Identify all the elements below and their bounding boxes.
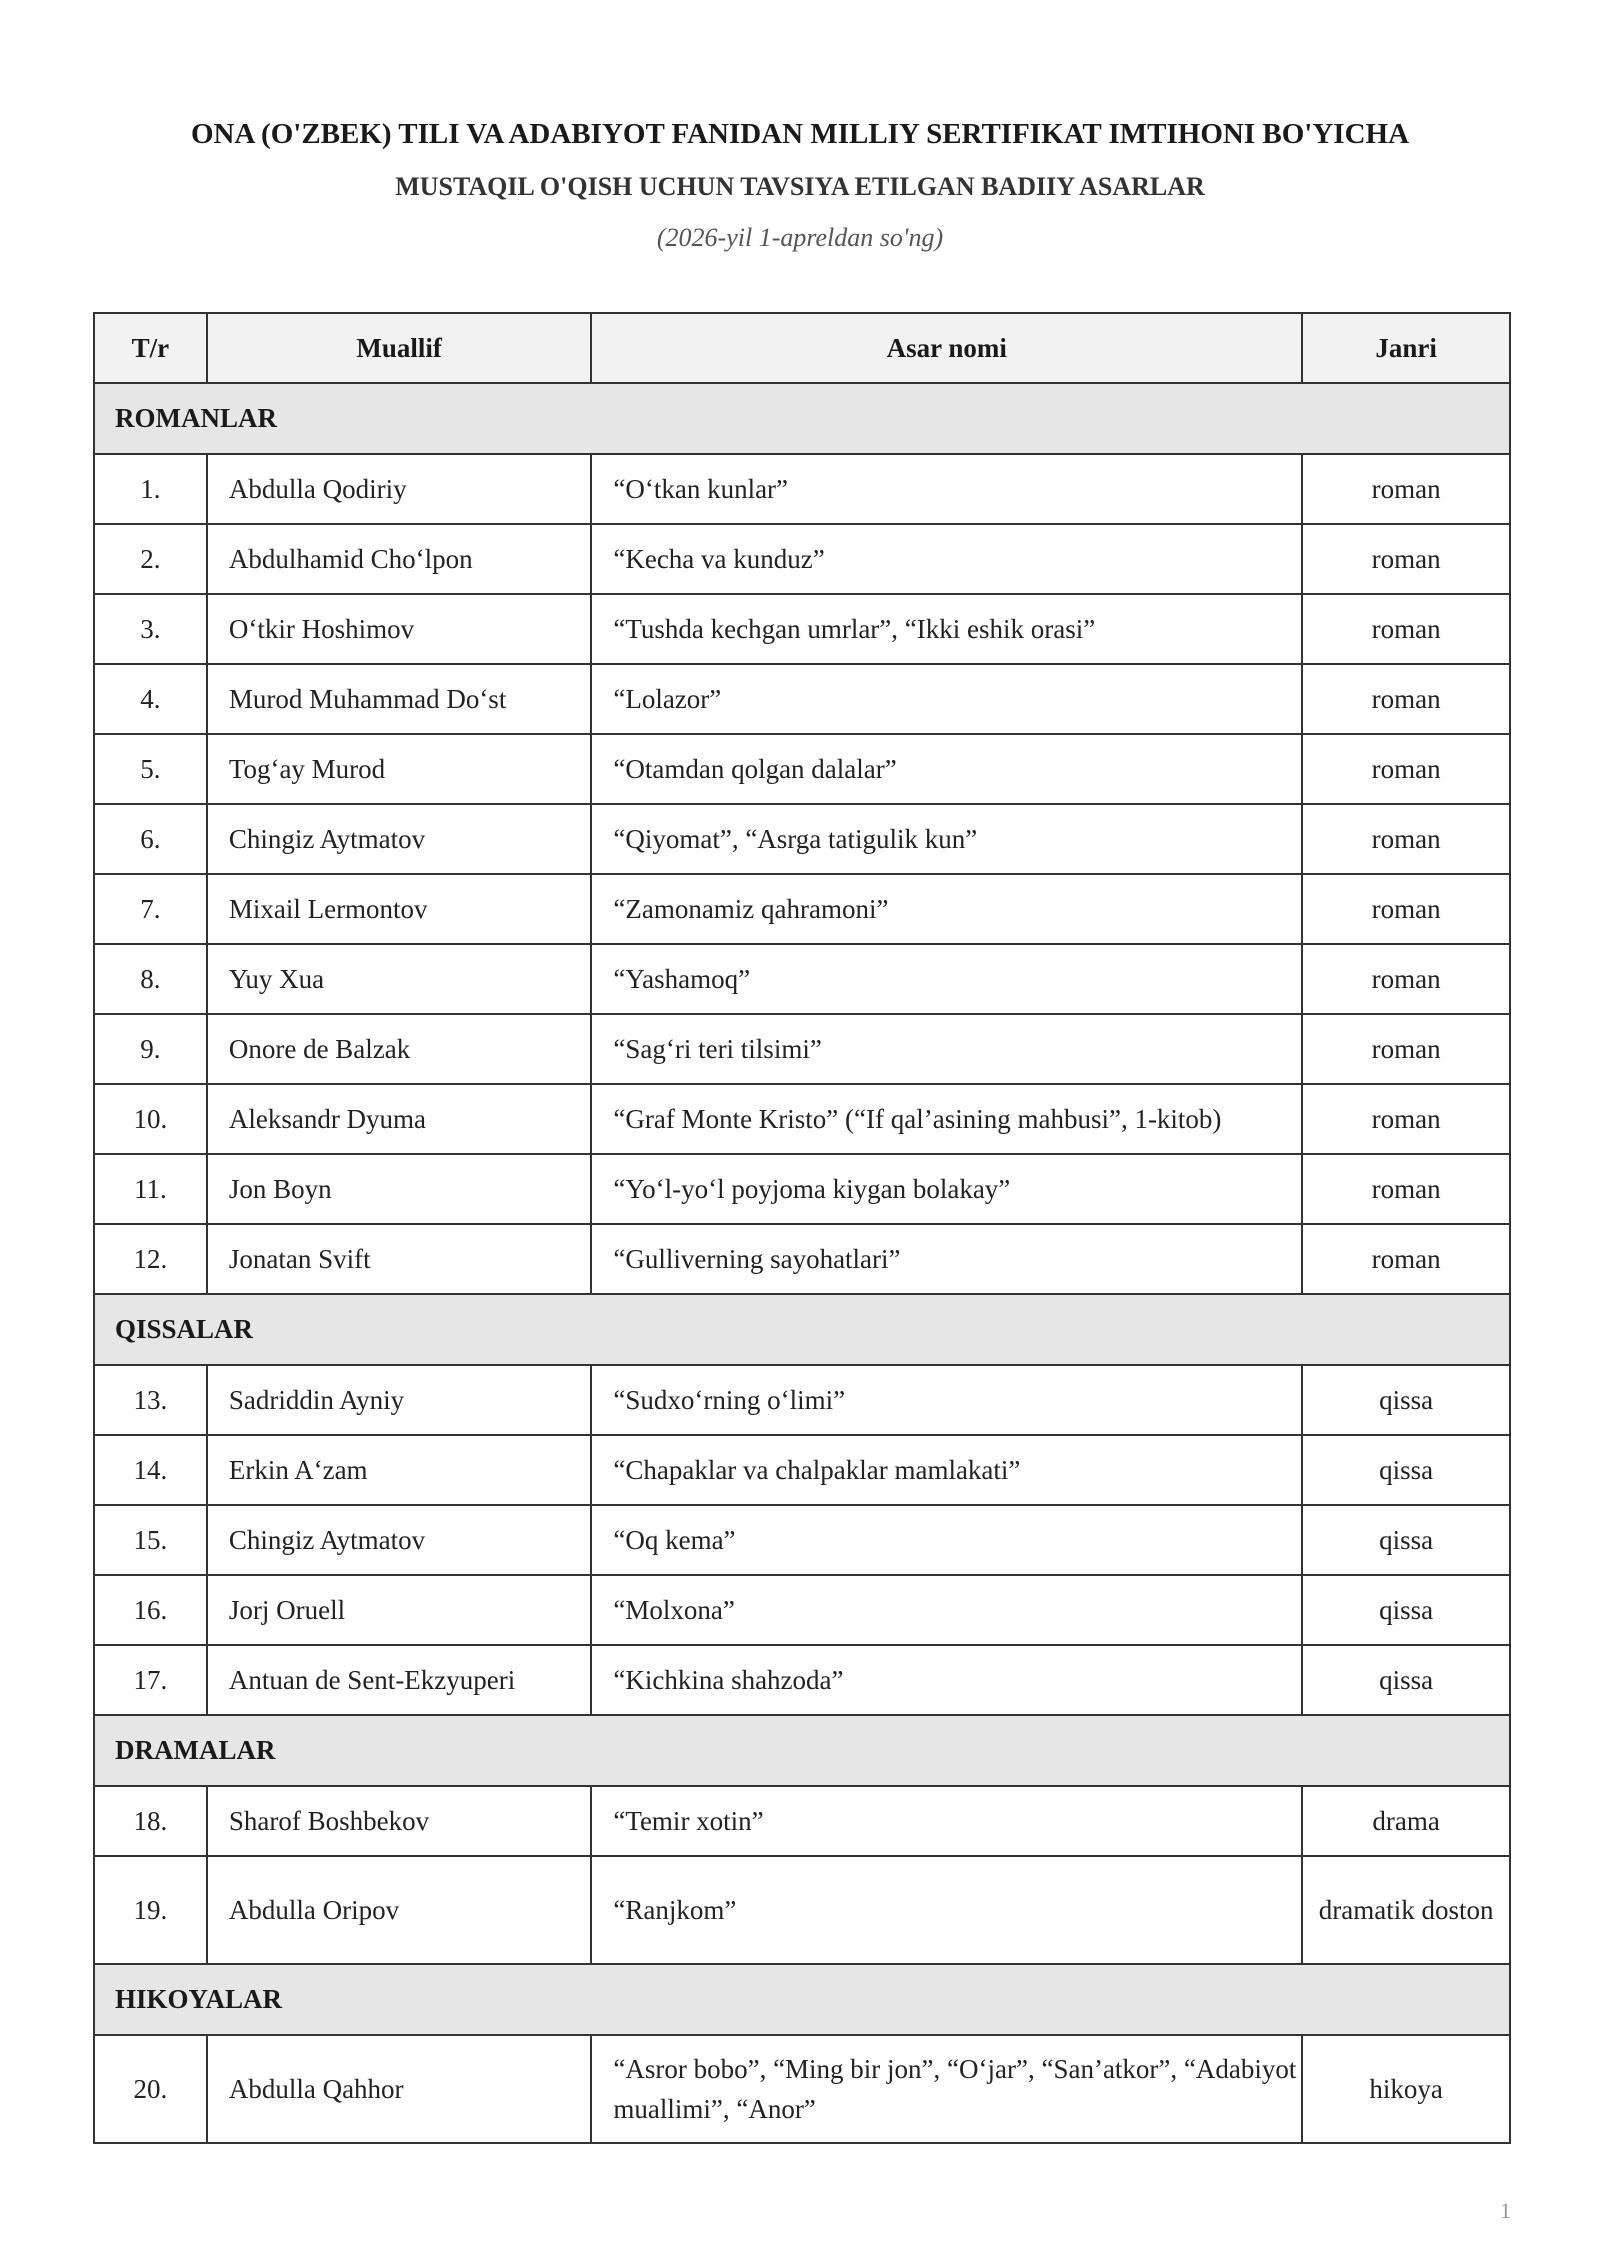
- genre-cell: roman: [1302, 734, 1510, 804]
- table-row: [94, 1365, 1510, 1435]
- table-row: [94, 594, 1510, 664]
- row-number: 6.: [94, 804, 207, 874]
- row-number: 14.: [94, 1435, 207, 1505]
- row-number: 18.: [94, 1786, 207, 1856]
- genre-cell: roman: [1302, 664, 1510, 734]
- author-cell: Abdulhamid Cho‘lpon: [207, 524, 592, 594]
- table-row: [94, 664, 1510, 734]
- work-title-cell: “Yashamoq”: [591, 944, 1302, 1014]
- table-row: [94, 454, 1510, 524]
- genre-cell: roman: [1302, 1154, 1510, 1224]
- column-header-number: T/r: [94, 313, 207, 383]
- document-date-note: (2026-yil 1-apreldan so'ng): [656, 223, 944, 252]
- table-header-row: [94, 313, 1510, 383]
- genre-cell: qissa: [1302, 1505, 1510, 1575]
- author-cell: Abdulla Qahhor: [207, 2035, 592, 2143]
- work-title-cell: “Molxona”: [591, 1575, 1302, 1645]
- author-cell: Yuy Xua: [207, 944, 592, 1014]
- row-number: 16.: [94, 1575, 207, 1645]
- author-cell: Chingiz Aytmatov: [207, 1505, 592, 1575]
- document-title: ONA (O'ZBEK) TILI VA ADABIYOT FANIDAN MILLIY SERTIFIKAT IMTIHONI BO'YICHA: [190, 118, 1410, 150]
- row-number: 2.: [94, 524, 207, 594]
- table-row: [94, 1645, 1510, 1715]
- row-number: 17.: [94, 1645, 207, 1715]
- work-title-cell: “Oq kema”: [591, 1505, 1302, 1575]
- table-row: [94, 1435, 1510, 1505]
- genre-cell: roman: [1302, 804, 1510, 874]
- author-cell: Sharof Boshbekov: [207, 1786, 592, 1856]
- work-title-cell: “Sag‘ri teri tilsimi”: [591, 1014, 1302, 1084]
- section-row: [94, 383, 1510, 454]
- section-row: [94, 1964, 1510, 2035]
- work-title-cell: “Ranjkom”: [591, 1856, 1302, 1964]
- genre-cell: qissa: [1302, 1575, 1510, 1645]
- work-title-cell: “Asror bobo”, “Ming bir jon”, “O‘jar”, “San’atkor”, “Adabiyot muallimi”, “Anor”: [591, 2035, 1302, 2143]
- reading-list-table: [93, 312, 1511, 2144]
- genre-cell: roman: [1302, 944, 1510, 1014]
- section-row: [94, 1294, 1510, 1365]
- column-header-genre: Janri: [1302, 313, 1510, 383]
- row-number: 7.: [94, 874, 207, 944]
- work-title-cell: “Sudxo‘rning o‘limi”: [591, 1365, 1302, 1435]
- work-title-cell: “Kecha va kunduz”: [591, 524, 1302, 594]
- table-row: [94, 1224, 1510, 1294]
- work-title-cell: “Graf Monte Kristo” (“If qal’asining mahbusi”, 1-kitob): [591, 1084, 1302, 1154]
- row-number: 4.: [94, 664, 207, 734]
- author-cell: Erkin A‘zam: [207, 1435, 592, 1505]
- work-title-cell: “Chapaklar va chalpaklar mamlakati”: [591, 1435, 1302, 1505]
- row-number: 9.: [94, 1014, 207, 1084]
- genre-cell: qissa: [1302, 1435, 1510, 1505]
- row-number: 1.: [94, 454, 207, 524]
- author-cell: Jon Boyn: [207, 1154, 592, 1224]
- table-row: [94, 1786, 1510, 1856]
- genre-cell: drama: [1302, 1786, 1510, 1856]
- section-title: ROMANLAR: [94, 383, 1510, 454]
- row-number: 20.: [94, 2035, 207, 2143]
- author-cell: Murod Muhammad Do‘st: [207, 664, 592, 734]
- genre-cell: roman: [1302, 1084, 1510, 1154]
- author-cell: Aleksandr Dyuma: [207, 1084, 592, 1154]
- document-subtitle: MUSTAQIL O'QISH UCHUN TAVSIYA ETILGAN BADIIY ASARLAR: [395, 172, 1205, 201]
- section-title: HIKOYALAR: [94, 1964, 1510, 2035]
- author-cell: Jonatan Svift: [207, 1224, 592, 1294]
- genre-cell: qissa: [1302, 1365, 1510, 1435]
- row-number: 3.: [94, 594, 207, 664]
- row-number: 15.: [94, 1505, 207, 1575]
- genre-cell: hikoya: [1302, 2035, 1510, 2143]
- row-number: 5.: [94, 734, 207, 804]
- work-title-cell: “Gulliverning sayohatlari”: [591, 1224, 1302, 1294]
- table-row: [94, 1856, 1510, 1964]
- author-cell: Antuan de Sent-Ekzyuperi: [207, 1645, 592, 1715]
- table-row: [94, 1084, 1510, 1154]
- author-cell: Jorj Oruell: [207, 1575, 592, 1645]
- genre-cell: dramatik doston: [1302, 1856, 1510, 1964]
- author-cell: Onore de Balzak: [207, 1014, 592, 1084]
- table-row: [94, 1014, 1510, 1084]
- author-cell: Chingiz Aytmatov: [207, 804, 592, 874]
- row-number: 11.: [94, 1154, 207, 1224]
- author-cell: Sadriddin Ayniy: [207, 1365, 592, 1435]
- table-row: [94, 1575, 1510, 1645]
- section-title: DRAMALAR: [94, 1715, 1510, 1786]
- table-row: [94, 804, 1510, 874]
- author-cell: Mixail Lermontov: [207, 874, 592, 944]
- work-title-cell: “Yo‘l-yo‘l poyjoma kiygan bolakay”: [591, 1154, 1302, 1224]
- genre-cell: roman: [1302, 1014, 1510, 1084]
- author-cell: Abdulla Oripov: [207, 1856, 592, 1964]
- genre-cell: roman: [1302, 524, 1510, 594]
- row-number: 12.: [94, 1224, 207, 1294]
- work-title-cell: “Tushda kechgan umrlar”, “Ikki eshik orasi”: [591, 594, 1302, 664]
- column-header-work: Asar nomi: [591, 313, 1302, 383]
- table-row: [94, 874, 1510, 944]
- table-body: [94, 383, 1510, 2143]
- section-title: QISSALAR: [94, 1294, 1510, 1365]
- page-number: 1: [1500, 2198, 1511, 2223]
- work-title-cell: “O‘tkan kunlar”: [591, 454, 1302, 524]
- work-title-cell: “Zamonamiz qahramoni”: [591, 874, 1302, 944]
- genre-cell: roman: [1302, 1224, 1510, 1294]
- row-number: 10.: [94, 1084, 207, 1154]
- genre-cell: roman: [1302, 594, 1510, 664]
- table-row: [94, 944, 1510, 1014]
- work-title-cell: “Lolazor”: [591, 664, 1302, 734]
- table-row: [94, 1505, 1510, 1575]
- work-title-cell: “Otamdan qolgan dalalar”: [591, 734, 1302, 804]
- table-row: [94, 524, 1510, 594]
- author-cell: O‘tkir Hoshimov: [207, 594, 592, 664]
- author-cell: Tog‘ay Murod: [207, 734, 592, 804]
- work-title-cell: “Qiyomat”, “Asrga tatigulik kun”: [591, 804, 1302, 874]
- column-header-author: Muallif: [207, 313, 592, 383]
- genre-cell: qissa: [1302, 1645, 1510, 1715]
- genre-cell: roman: [1302, 874, 1510, 944]
- table-row: [94, 734, 1510, 804]
- row-number: 13.: [94, 1365, 207, 1435]
- genre-cell: roman: [1302, 454, 1510, 524]
- row-number: 8.: [94, 944, 207, 1014]
- row-number: 19.: [94, 1856, 207, 1964]
- work-title-cell: “Temir xotin”: [591, 1786, 1302, 1856]
- section-row: [94, 1715, 1510, 1786]
- work-title-cell: “Kichkina shahzoda”: [591, 1645, 1302, 1715]
- table-row: [94, 2035, 1510, 2143]
- table-row: [94, 1154, 1510, 1224]
- author-cell: Abdulla Qodiriy: [207, 454, 592, 524]
